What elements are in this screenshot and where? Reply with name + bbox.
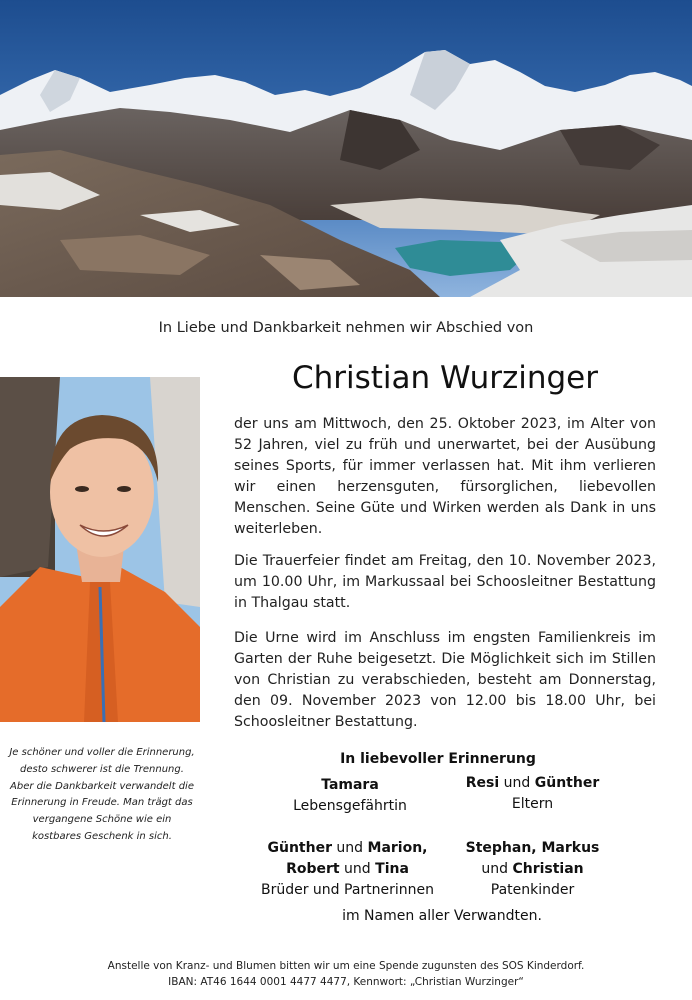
donation-footer [0, 958, 692, 990]
conjunction: und [336, 840, 364, 856]
memorial-quote: Je schöner und voller die Erinnerung, desto schwerer ist die Trennung. Aber die Dankbarkeit verwandelt die Erinnerung in Freude. Man trägt das vergangene Schöne wie ein kostbares Geschenk in sich. [9, 747, 195, 842]
donation-note: Anstelle von Kranz- und Blumen bitten wir um eine Spende zugunsten des SOS Kinderdorf. [107, 960, 585, 972]
mountain-banner-image [0, 0, 692, 297]
mourner-name: Tamara [321, 777, 379, 793]
donation-iban: IBAN: AT46 1644 0001 4477 4477, Kennwort: „Christian Wurzinger“ [168, 976, 524, 988]
mourner-name: Günther [267, 840, 332, 856]
conjunction: und [503, 775, 531, 791]
mourner-relation: Brüder und Partnerinnen [260, 882, 435, 898]
mourner-group-siblings [240, 838, 455, 901]
obituary-paragraph-3: Die Urne wird im Anschluss im engsten Familienkreis im Garten der Ruhe beigesetzt. Die Möglichkeit sich im Stillen von Christian zu verabschieden, besteht am Donnerstag, den 09. November 2023 von 12.00 bis 18.00 Uhr, bei Schoosleitner Bestattung. [234, 630, 656, 730]
intro-text: In Liebe und Dankbarkeit nehmen wir Abschied von [158, 320, 534, 336]
obituary-paragraph-2: Die Trauerfeier findet am Freitag, den 10. November 2023, um 10.00 Uhr, im Markussaal bei Schoosleitner Bestattung in Thalgau statt. [234, 553, 656, 611]
mourner-group-parents [455, 773, 610, 815]
mourner-relation: Lebensgefährtin [293, 798, 407, 814]
mourner-name: Marion, [367, 840, 428, 856]
mourner-name: Robert [286, 861, 340, 877]
mourner-name: Günther [534, 775, 600, 791]
closing-line: im Namen aller Verwandten. [342, 908, 542, 924]
mourner-name: Tina [375, 861, 409, 877]
portrait-photo [0, 377, 200, 722]
memorial-title: In liebevoller Erinnerung [340, 751, 536, 767]
mourner-name: Resi [465, 775, 500, 791]
mourner-name: Christian [512, 861, 584, 877]
mourner-group-godchildren [455, 838, 610, 901]
mourner-group-partner [270, 775, 430, 817]
conjunction: und [344, 861, 371, 877]
mourner-relation: Eltern [511, 796, 554, 812]
deceased-name: Christian Wurzinger [291, 360, 599, 396]
mourner-relation: Patenkinder [490, 882, 575, 898]
mourner-name: Stephan, Markus [465, 840, 600, 856]
conjunction: und [481, 861, 508, 877]
obituary-paragraph-1: der uns am Mittwoch, den 25. Oktober 2023, im Alter von 52 Jahren, viel zu früh und unerwartet, bei der Ausübung seines Sports, für immer verlassen hat. Mit ihm verlieren wir einen herzensguten, fürsorglichen, liebevollen Menschen. Seine Güte und Wirken werden als Dank in uns weiterleben. [234, 416, 656, 537]
